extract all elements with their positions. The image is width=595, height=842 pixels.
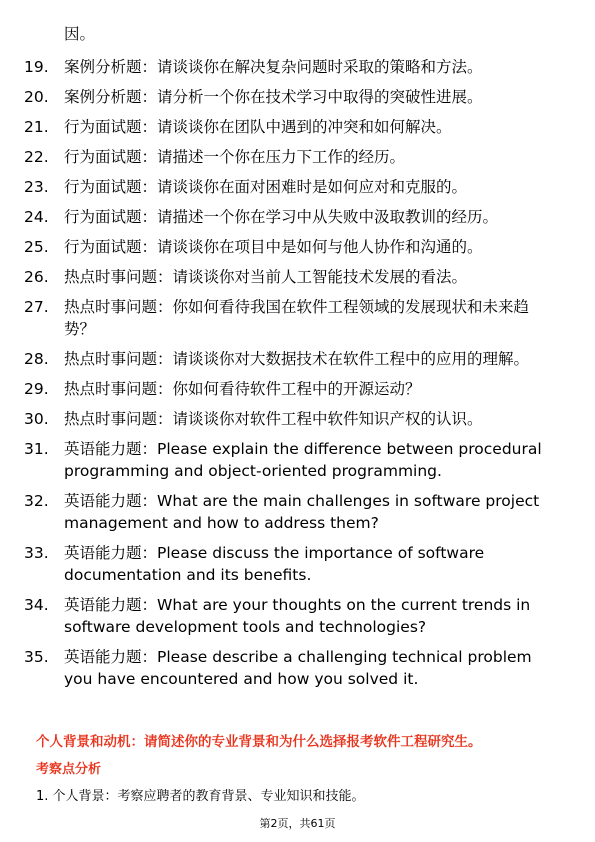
question-number: 21. <box>24 118 49 136</box>
question-text: 行为面试题：请描述一个你在学习中从失败中汲取教训的经历。 <box>64 208 499 226</box>
question-number: 31. <box>24 440 49 458</box>
question-item <box>24 236 564 258</box>
question-number: 20. <box>24 88 49 106</box>
question-text: 英语能力题：What are your thoughts on the current trends in software development tools and technologies? <box>64 596 531 636</box>
question-text: 案例分析题：请谈谈你在解决复杂问题时采取的策略和方法。 <box>64 58 483 76</box>
question-number: 34. <box>24 596 49 614</box>
question-text: 英语能力题：What are the main challenges in software project management and how to address them? <box>64 492 540 532</box>
section-title: 个人背景和动机：请简述你的专业背景和为什么选择报考软件工程研究生。 <box>36 734 482 750</box>
question-text: 案例分析题：请分析一个你在技术学习中取得的突破性进展。 <box>64 88 483 106</box>
question-text: 英语能力题：Please explain the difference between procedural programming and object-oriented programming. <box>64 440 542 480</box>
question-item <box>24 296 564 340</box>
question-text: 英语能力题：Please describe a challenging technical problem you have encountered and how you solved it. <box>64 648 532 688</box>
question-text: 行为面试题：请谈谈你在团队中遇到的冲突和如何解决。 <box>64 118 452 136</box>
question-text: 热点时事问题：你如何看待软件工程中的开源运动？ <box>64 380 421 398</box>
question-number: 19. <box>24 58 49 76</box>
continuation-text: 因。 <box>64 25 96 43</box>
question-text: 行为面试题：请描述一个你在压力下工作的经历。 <box>64 148 406 166</box>
question-item <box>24 646 564 690</box>
analysis-item: 1. 个人背景：考察应聘者的教育背景、专业知识和技能。 <box>36 789 365 804</box>
question-item <box>24 408 564 430</box>
question-item <box>24 542 564 586</box>
question-text: 英语能力题：Please discuss the importance of software documentation and its benefits. <box>64 544 485 584</box>
question-item <box>24 176 564 198</box>
question-number: 25. <box>24 238 49 256</box>
question-item <box>24 378 564 400</box>
question-number: 27. <box>24 298 49 316</box>
question-text: 热点时事问题：请谈谈你对大数据技术在软件工程中的应用的理解。 <box>64 350 530 368</box>
question-text: 热点时事问题：你如何看待我国在软件工程领域的发展现状和未来趋势？ <box>64 298 530 338</box>
question-list <box>24 56 564 698</box>
question-number: 24. <box>24 208 49 226</box>
question-number: 30. <box>24 410 49 428</box>
question-item <box>24 266 564 288</box>
question-item <box>24 594 564 638</box>
question-text: 热点时事问题：请谈谈你对当前人工智能技术发展的看法。 <box>64 268 468 286</box>
question-number: 26. <box>24 268 49 286</box>
question-number: 23. <box>24 178 49 196</box>
question-number: 33. <box>24 544 49 562</box>
question-item <box>24 146 564 168</box>
question-item <box>24 348 564 370</box>
question-number: 28. <box>24 350 49 368</box>
question-item <box>24 116 564 138</box>
question-number: 29. <box>24 380 49 398</box>
question-item <box>24 206 564 228</box>
question-text: 热点时事问题：请谈谈你对软件工程中软件知识产权的认识。 <box>64 410 483 428</box>
question-item <box>24 86 564 108</box>
question-item <box>24 490 564 534</box>
question-number: 32. <box>24 492 49 510</box>
question-item <box>24 438 564 482</box>
page-footer: 第2页，共61页 <box>259 817 336 830</box>
question-number: 22. <box>24 148 49 166</box>
question-number: 35. <box>24 648 49 666</box>
question-text: 行为面试题：请谈谈你在面对困难时是如何应对和克服的。 <box>64 178 468 196</box>
question-item <box>24 56 564 78</box>
analysis-heading: 考察点分析 <box>36 762 102 777</box>
question-text: 行为面试题：请谈谈你在项目中是如何与他人协作和沟通的。 <box>64 238 483 256</box>
